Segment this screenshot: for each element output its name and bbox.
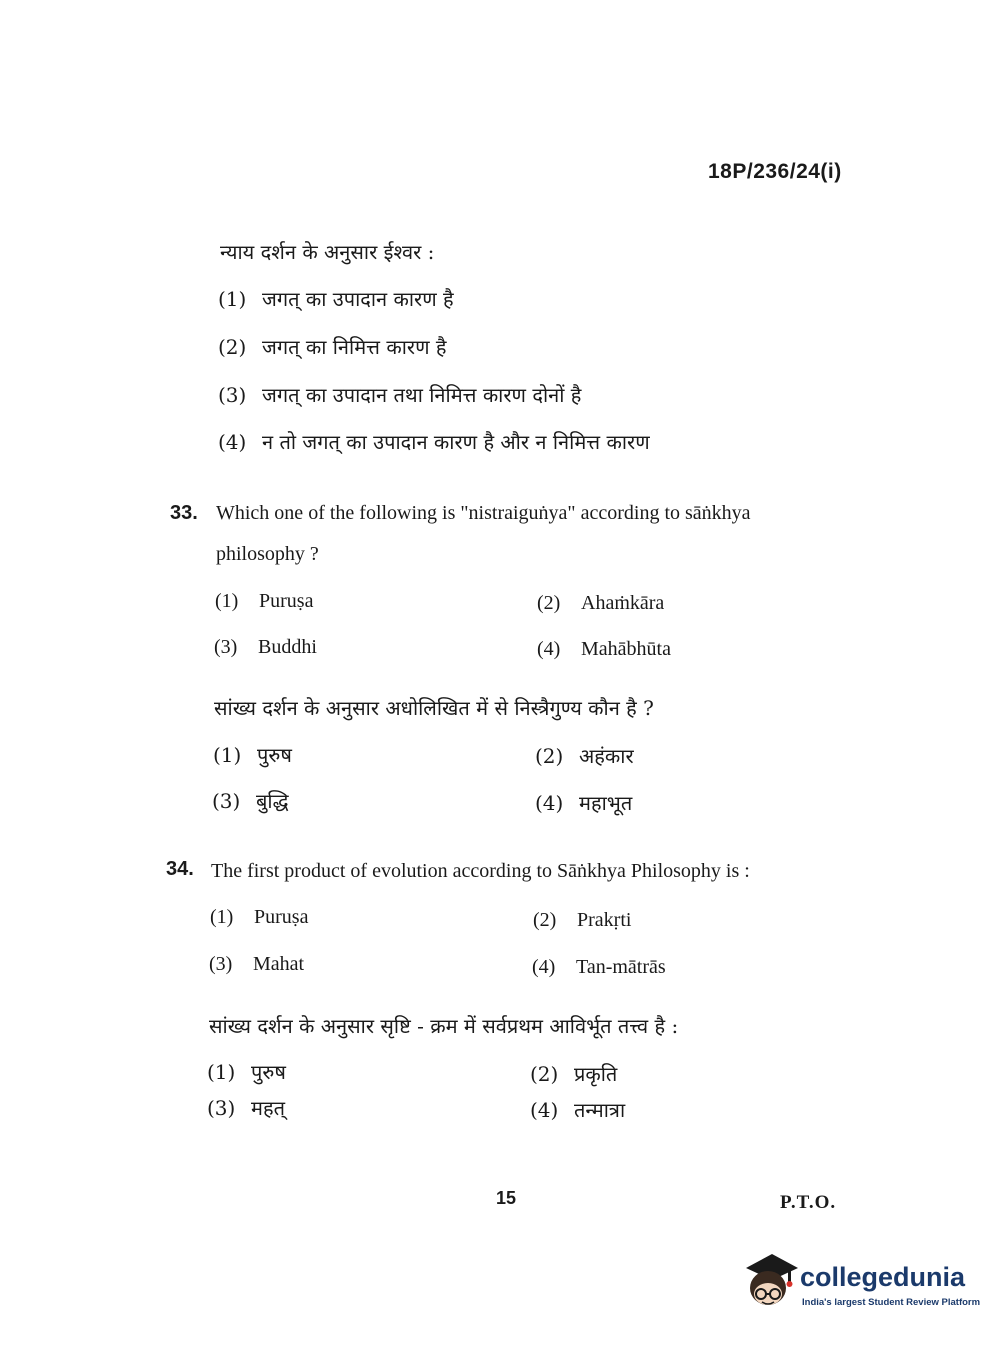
collegedunia-tagline: India's largest Student Review Platform [802, 1297, 981, 1308]
q32-option-4 [218, 428, 650, 455]
q34-hindi-stem: सांख्य दर्शन के अनुसार सृष्टि - क्रम में सर्वप्रथम आविर्भूत तत्त्व है : [209, 1014, 679, 1038]
option-text: Buddhi [258, 636, 317, 658]
q32-option-2 [218, 333, 447, 360]
option-text: न तो जगत् का उपादान कारण है और न निमित्त कारण [262, 430, 650, 454]
option-text: तन्मात्रा [574, 1098, 626, 1122]
option-text: अहंकार [579, 744, 634, 768]
option-number: (1) [213, 743, 242, 767]
option-text: Prakṛti [577, 909, 632, 931]
option-number: (4) [535, 791, 564, 815]
option-text: बुद्धि [256, 789, 289, 813]
q32-option-1 [218, 285, 454, 312]
option-text: जगत् का निमित्त कारण है [262, 335, 447, 359]
q34-option-3 [209, 953, 304, 976]
option-number: (2) [537, 592, 561, 614]
q33-stem-line2: philosophy ? [216, 543, 319, 565]
option-number: (3) [218, 383, 247, 407]
option-number: (1) [215, 590, 239, 612]
q33-option-4 [537, 638, 671, 661]
q33-hindi-option-2 [535, 742, 634, 769]
q34-stem: The first product of evolution according to Sāṅkhya Philosophy is : [211, 860, 750, 882]
q34-option-1 [210, 906, 308, 929]
option-text: महाभूत [579, 791, 633, 815]
option-number: (1) [207, 1060, 236, 1084]
option-number: (3) [207, 1096, 236, 1120]
option-number: (4) [530, 1098, 559, 1122]
q34-hindi-option-3 [207, 1094, 285, 1121]
option-number: (4) [537, 638, 561, 660]
page-number: 15 [496, 1188, 517, 1208]
q33-hindi-option-4 [535, 789, 632, 816]
collegedunia-mascot-icon [742, 1250, 802, 1310]
q34-hindi-option-1 [207, 1058, 286, 1085]
option-text: Ahaṁkāra [581, 592, 665, 614]
q33-hindi-option-1 [213, 741, 292, 768]
option-number: (2) [533, 909, 557, 931]
q34-option-4 [532, 956, 666, 979]
q32-option-3 [218, 381, 581, 408]
option-number: (2) [530, 1062, 559, 1086]
option-text: प्रकृति [574, 1062, 618, 1086]
q34-hindi-option-4 [530, 1096, 625, 1123]
paper-code: 18P/236/24(i) [708, 160, 842, 183]
option-number: (3) [209, 953, 233, 975]
q33-number: 33. [170, 502, 198, 524]
option-text: पुरुष [257, 743, 292, 767]
q33-hindi-stem: सांख्य दर्शन के अनुसार अधोलिखित में से निस्त्रैगुण्य कौन है ? [214, 696, 654, 720]
collegedunia-brand: collegedunia [800, 1262, 966, 1292]
option-number: (4) [532, 956, 556, 978]
option-number: (3) [212, 789, 241, 813]
option-number: (1) [218, 287, 247, 311]
option-text: पुरुष [251, 1060, 286, 1084]
q34-option-2 [533, 909, 631, 932]
option-number: (3) [214, 636, 238, 658]
option-number: (2) [535, 744, 564, 768]
q34-hindi-option-2 [530, 1060, 617, 1087]
option-text: जगत् का उपादान कारण है [262, 287, 454, 311]
q33-option-1 [215, 590, 313, 613]
q32-hindi-stem: न्याय दर्शन के अनुसार ईश्वर : [220, 240, 435, 264]
q33-stem-line1: Which one of the following is "nistraiguṅya" according to sāṅkhya [216, 502, 751, 524]
q33-hindi-option-3 [212, 787, 289, 814]
option-text: Puruṣa [254, 906, 309, 928]
q33-option-2 [537, 592, 664, 615]
option-number: (4) [218, 430, 247, 454]
option-text: Puruṣa [259, 590, 314, 612]
option-text: जगत् का उपादान तथा निमित्त कारण दोनों है [262, 383, 582, 407]
pto-label: P.T.O. [780, 1192, 837, 1213]
option-number: (1) [210, 906, 234, 928]
option-text: महत् [251, 1096, 285, 1120]
option-number: (2) [218, 335, 247, 359]
option-text: Tan-mātrās [576, 956, 666, 978]
option-text: Mahābhūta [581, 638, 671, 660]
q33-option-3 [214, 636, 317, 659]
q34-number: 34. [166, 858, 194, 880]
option-text: Mahat [253, 953, 305, 975]
